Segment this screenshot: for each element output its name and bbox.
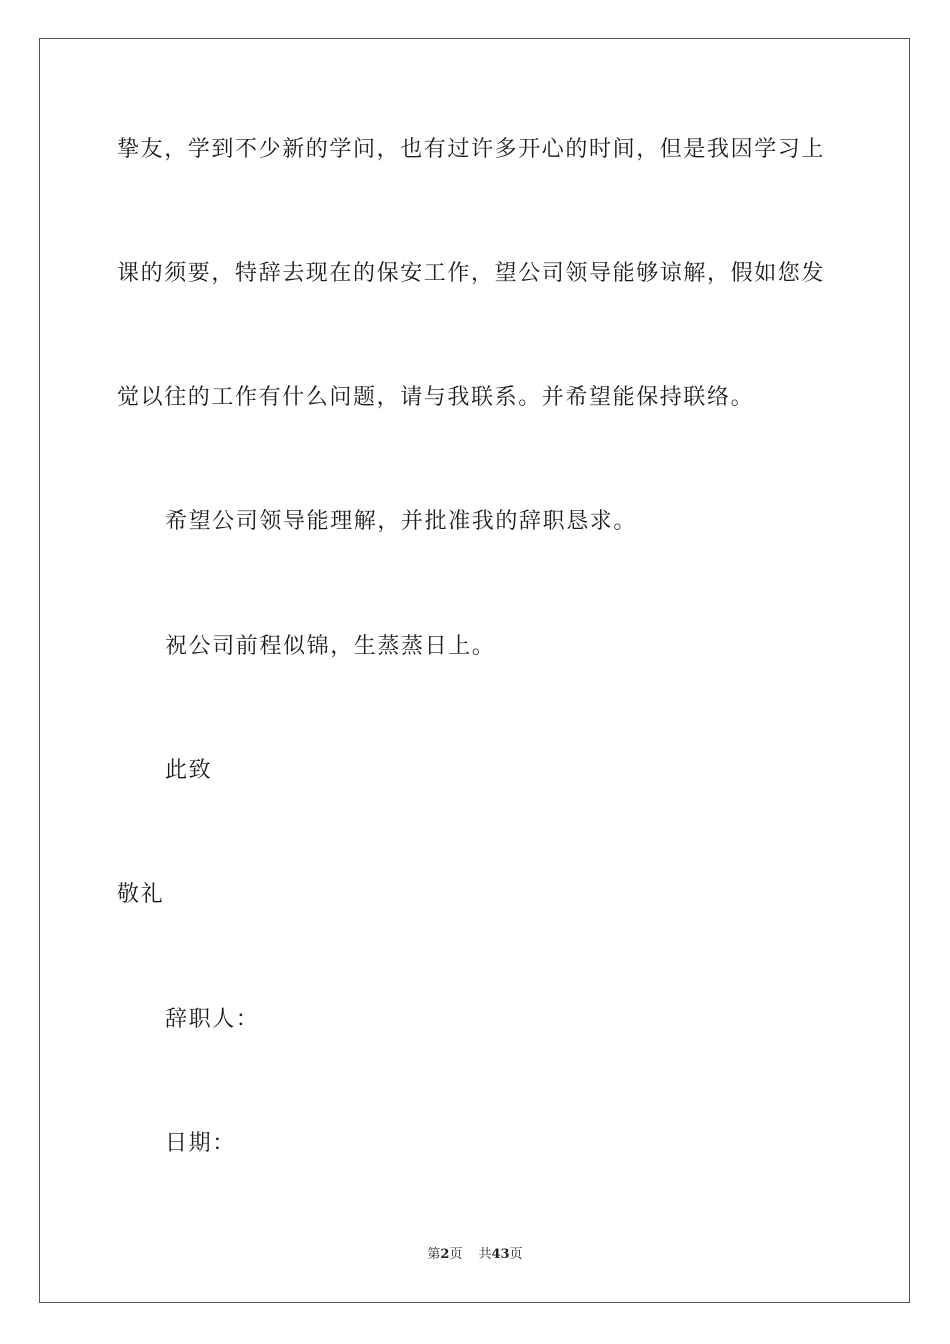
resignee-label: 辞职人： [165, 1007, 260, 1032]
total-pages: 43 [491, 1247, 510, 1262]
body-text-line: 挚友，学到不少新的学问，也有过许多开心的时间，但是我因学习上 [117, 137, 826, 162]
page-border [39, 38, 910, 1303]
page-prefix: 第 [427, 1247, 441, 1262]
page-footer [0, 1246, 950, 1264]
closing-salutation: 此致 [165, 758, 213, 783]
body-paragraph: 希望公司领导能理解，并批准我的辞职恳求。 [165, 509, 638, 534]
date-label: 日期： [165, 1131, 236, 1156]
total-suffix: 页 [509, 1247, 523, 1262]
page-number: 2 [440, 1247, 450, 1262]
body-text-line: 课的须要，特辞去现在的保安工作，望公司领导能够谅解，假如您发 [117, 261, 826, 286]
page-suffix: 页 [449, 1247, 463, 1262]
body-paragraph: 祝公司前程似锦，生蒸蒸日上。 [165, 634, 496, 659]
total-prefix: 共 [478, 1247, 492, 1262]
body-text-line: 觉以往的工作有什么问题，请与我联系。并希望能保持联络。 [117, 385, 755, 410]
closing-regards: 敬礼 [117, 882, 165, 907]
